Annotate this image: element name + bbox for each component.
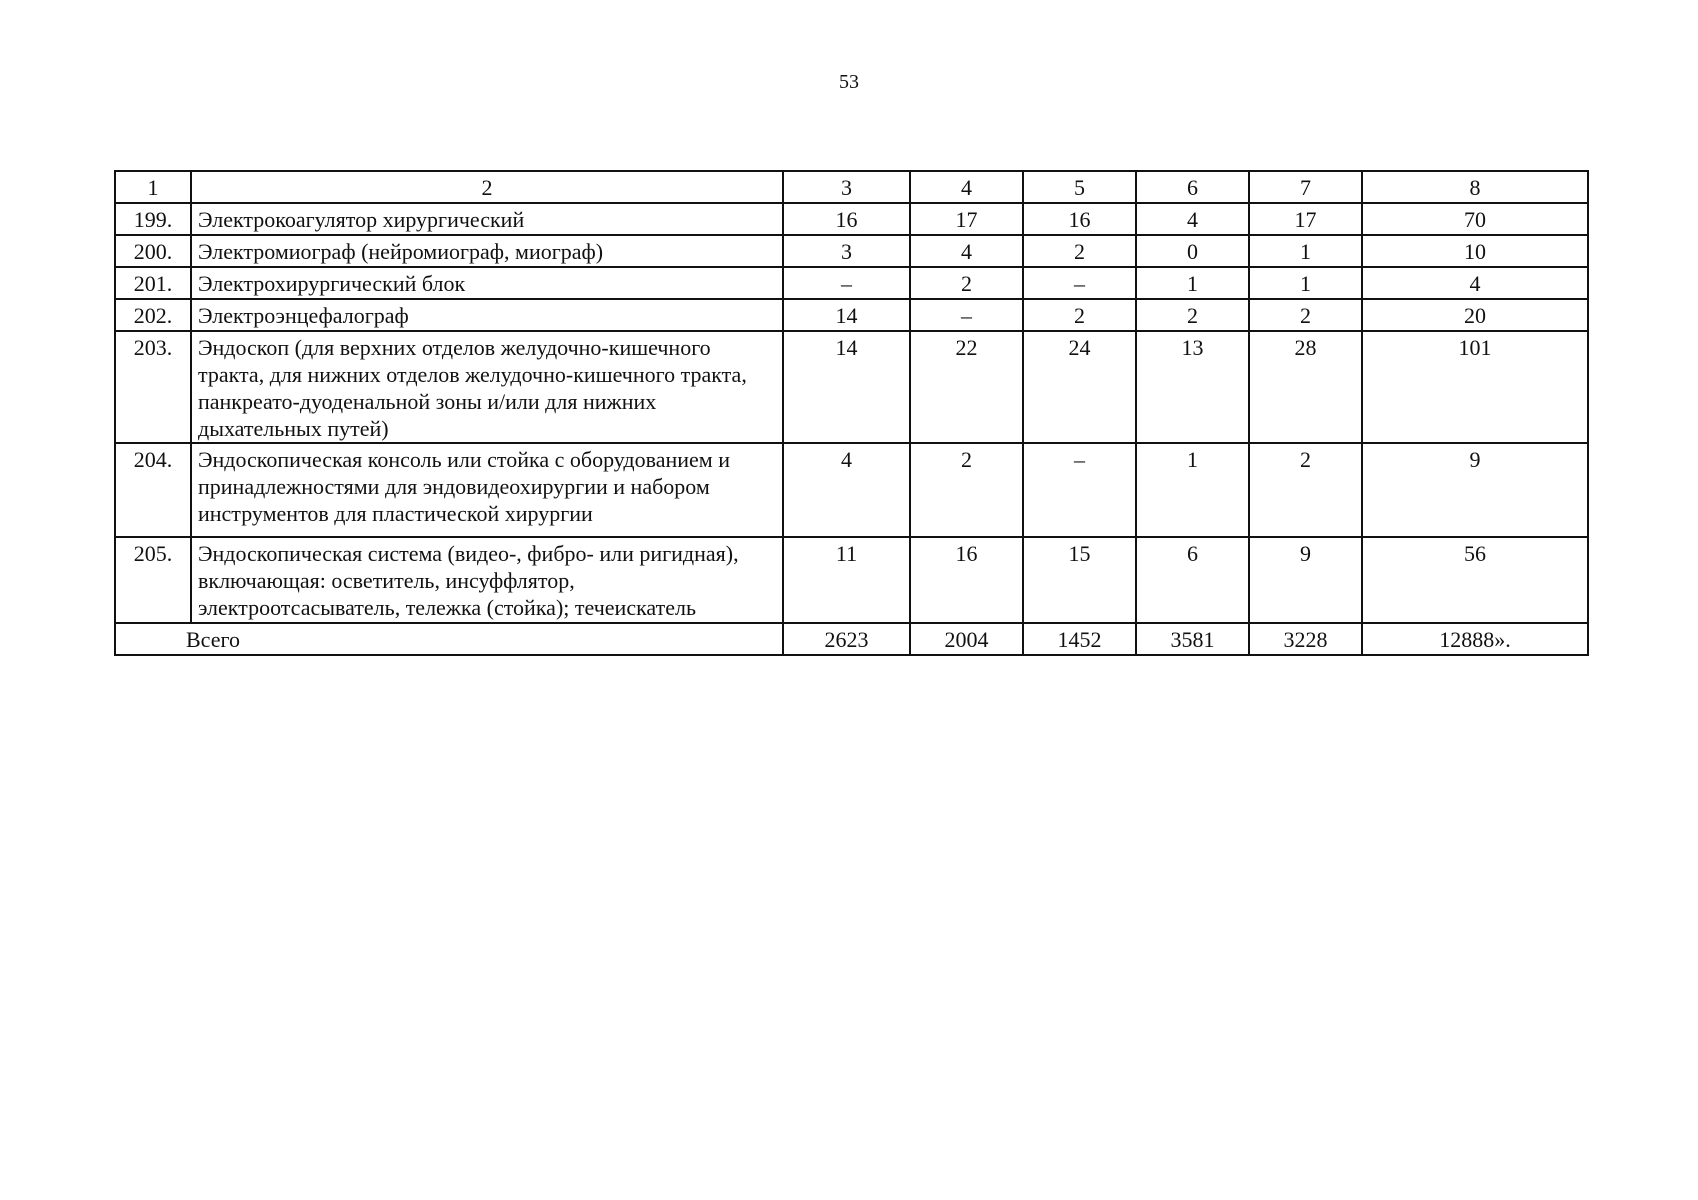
header-cell: 2 <box>191 171 783 203</box>
table-row <box>115 331 1588 443</box>
equipment-name: Эндоскоп (для верхних отделов желудочно-кишечного тракта, для нижних отделов желудочно-кишечного тракта, панкреато-дуоденальной зоны и/или для нижних дыхательных путей) <box>191 331 783 443</box>
value-cell: 1 <box>1249 267 1362 299</box>
table-row <box>115 203 1588 235</box>
total-row <box>115 623 1588 655</box>
value-cell: – <box>910 299 1023 331</box>
value-cell: 2 <box>910 443 1023 537</box>
value-cell: 0 <box>1136 235 1249 267</box>
value-cell: 1 <box>1136 267 1249 299</box>
value-cell: 3 <box>783 235 910 267</box>
total-value-cell: 101 <box>1362 331 1588 443</box>
total-sum-cell: 3581 <box>1136 623 1249 655</box>
value-cell: 15 <box>1023 537 1136 623</box>
value-cell: 28 <box>1249 331 1362 443</box>
total-sum-cell: 3228 <box>1249 623 1362 655</box>
row-number: 205. <box>115 537 191 623</box>
header-cell: 8 <box>1362 171 1588 203</box>
row-number: 204. <box>115 443 191 537</box>
total-label: Всего <box>115 623 783 655</box>
value-cell: 16 <box>783 203 910 235</box>
value-cell: 16 <box>910 537 1023 623</box>
equipment-table <box>114 170 1589 656</box>
equipment-name: Электрохирургический блок <box>191 267 783 299</box>
value-cell: 17 <box>1249 203 1362 235</box>
value-cell: 14 <box>783 331 910 443</box>
value-cell: 14 <box>783 299 910 331</box>
value-cell: 16 <box>1023 203 1136 235</box>
header-cell: 4 <box>910 171 1023 203</box>
value-cell: 22 <box>910 331 1023 443</box>
value-cell: 17 <box>910 203 1023 235</box>
value-cell: 2 <box>1023 235 1136 267</box>
header-row <box>115 171 1588 203</box>
row-number: 201. <box>115 267 191 299</box>
total-value-cell: 10 <box>1362 235 1588 267</box>
table-row <box>115 235 1588 267</box>
value-cell: 2 <box>1136 299 1249 331</box>
value-cell: – <box>1023 443 1136 537</box>
total-sum-cell: 1452 <box>1023 623 1136 655</box>
total-sum-cell: 2004 <box>910 623 1023 655</box>
table-row <box>115 537 1588 623</box>
value-cell: 2 <box>910 267 1023 299</box>
value-cell: – <box>1023 267 1136 299</box>
page-number: 53 <box>839 71 859 93</box>
total-value-cell: 4 <box>1362 267 1588 299</box>
value-cell: 4 <box>783 443 910 537</box>
total-sum-cell: 2623 <box>783 623 910 655</box>
table-row <box>115 267 1588 299</box>
header-cell: 5 <box>1023 171 1136 203</box>
equipment-name: Электрокоагулятор хирургический <box>191 203 783 235</box>
value-cell: 1 <box>1249 235 1362 267</box>
equipment-name: Электроэнцефалограф <box>191 299 783 331</box>
total-value-cell: 20 <box>1362 299 1588 331</box>
value-cell: 13 <box>1136 331 1249 443</box>
equipment-name: Электромиограф (нейромиограф, миограф) <box>191 235 783 267</box>
equipment-name: Эндоскопическая система (видео-, фибро- или ригидная), включающая: осветитель, инсуффлятор, электроотсасыватель, тележка (стойка); течеискатель <box>191 537 783 623</box>
value-cell: 11 <box>783 537 910 623</box>
table-row <box>115 443 1588 537</box>
row-number: 202. <box>115 299 191 331</box>
header-cell: 3 <box>783 171 910 203</box>
value-cell: – <box>783 267 910 299</box>
value-cell: 24 <box>1023 331 1136 443</box>
total-value-cell: 9 <box>1362 443 1588 537</box>
total-value-cell: 56 <box>1362 537 1588 623</box>
value-cell: 9 <box>1249 537 1362 623</box>
table-row <box>115 299 1588 331</box>
row-number: 199. <box>115 203 191 235</box>
value-cell: 4 <box>910 235 1023 267</box>
value-cell: 1 <box>1136 443 1249 537</box>
header-cell: 7 <box>1249 171 1362 203</box>
value-cell: 4 <box>1136 203 1249 235</box>
row-number: 203. <box>115 331 191 443</box>
header-cell: 1 <box>115 171 191 203</box>
value-cell: 2 <box>1023 299 1136 331</box>
row-number: 200. <box>115 235 191 267</box>
total-value-cell: 70 <box>1362 203 1588 235</box>
header-cell: 6 <box>1136 171 1249 203</box>
value-cell: 6 <box>1136 537 1249 623</box>
value-cell: 2 <box>1249 443 1362 537</box>
value-cell: 2 <box>1249 299 1362 331</box>
equipment-name: Эндоскопическая консоль или стойка с оборудованием и принадлежностями для эндовидеохирургии и набором инструментов для пластической хирургии <box>191 443 783 537</box>
grand-total-cell: 12888». <box>1362 623 1588 655</box>
